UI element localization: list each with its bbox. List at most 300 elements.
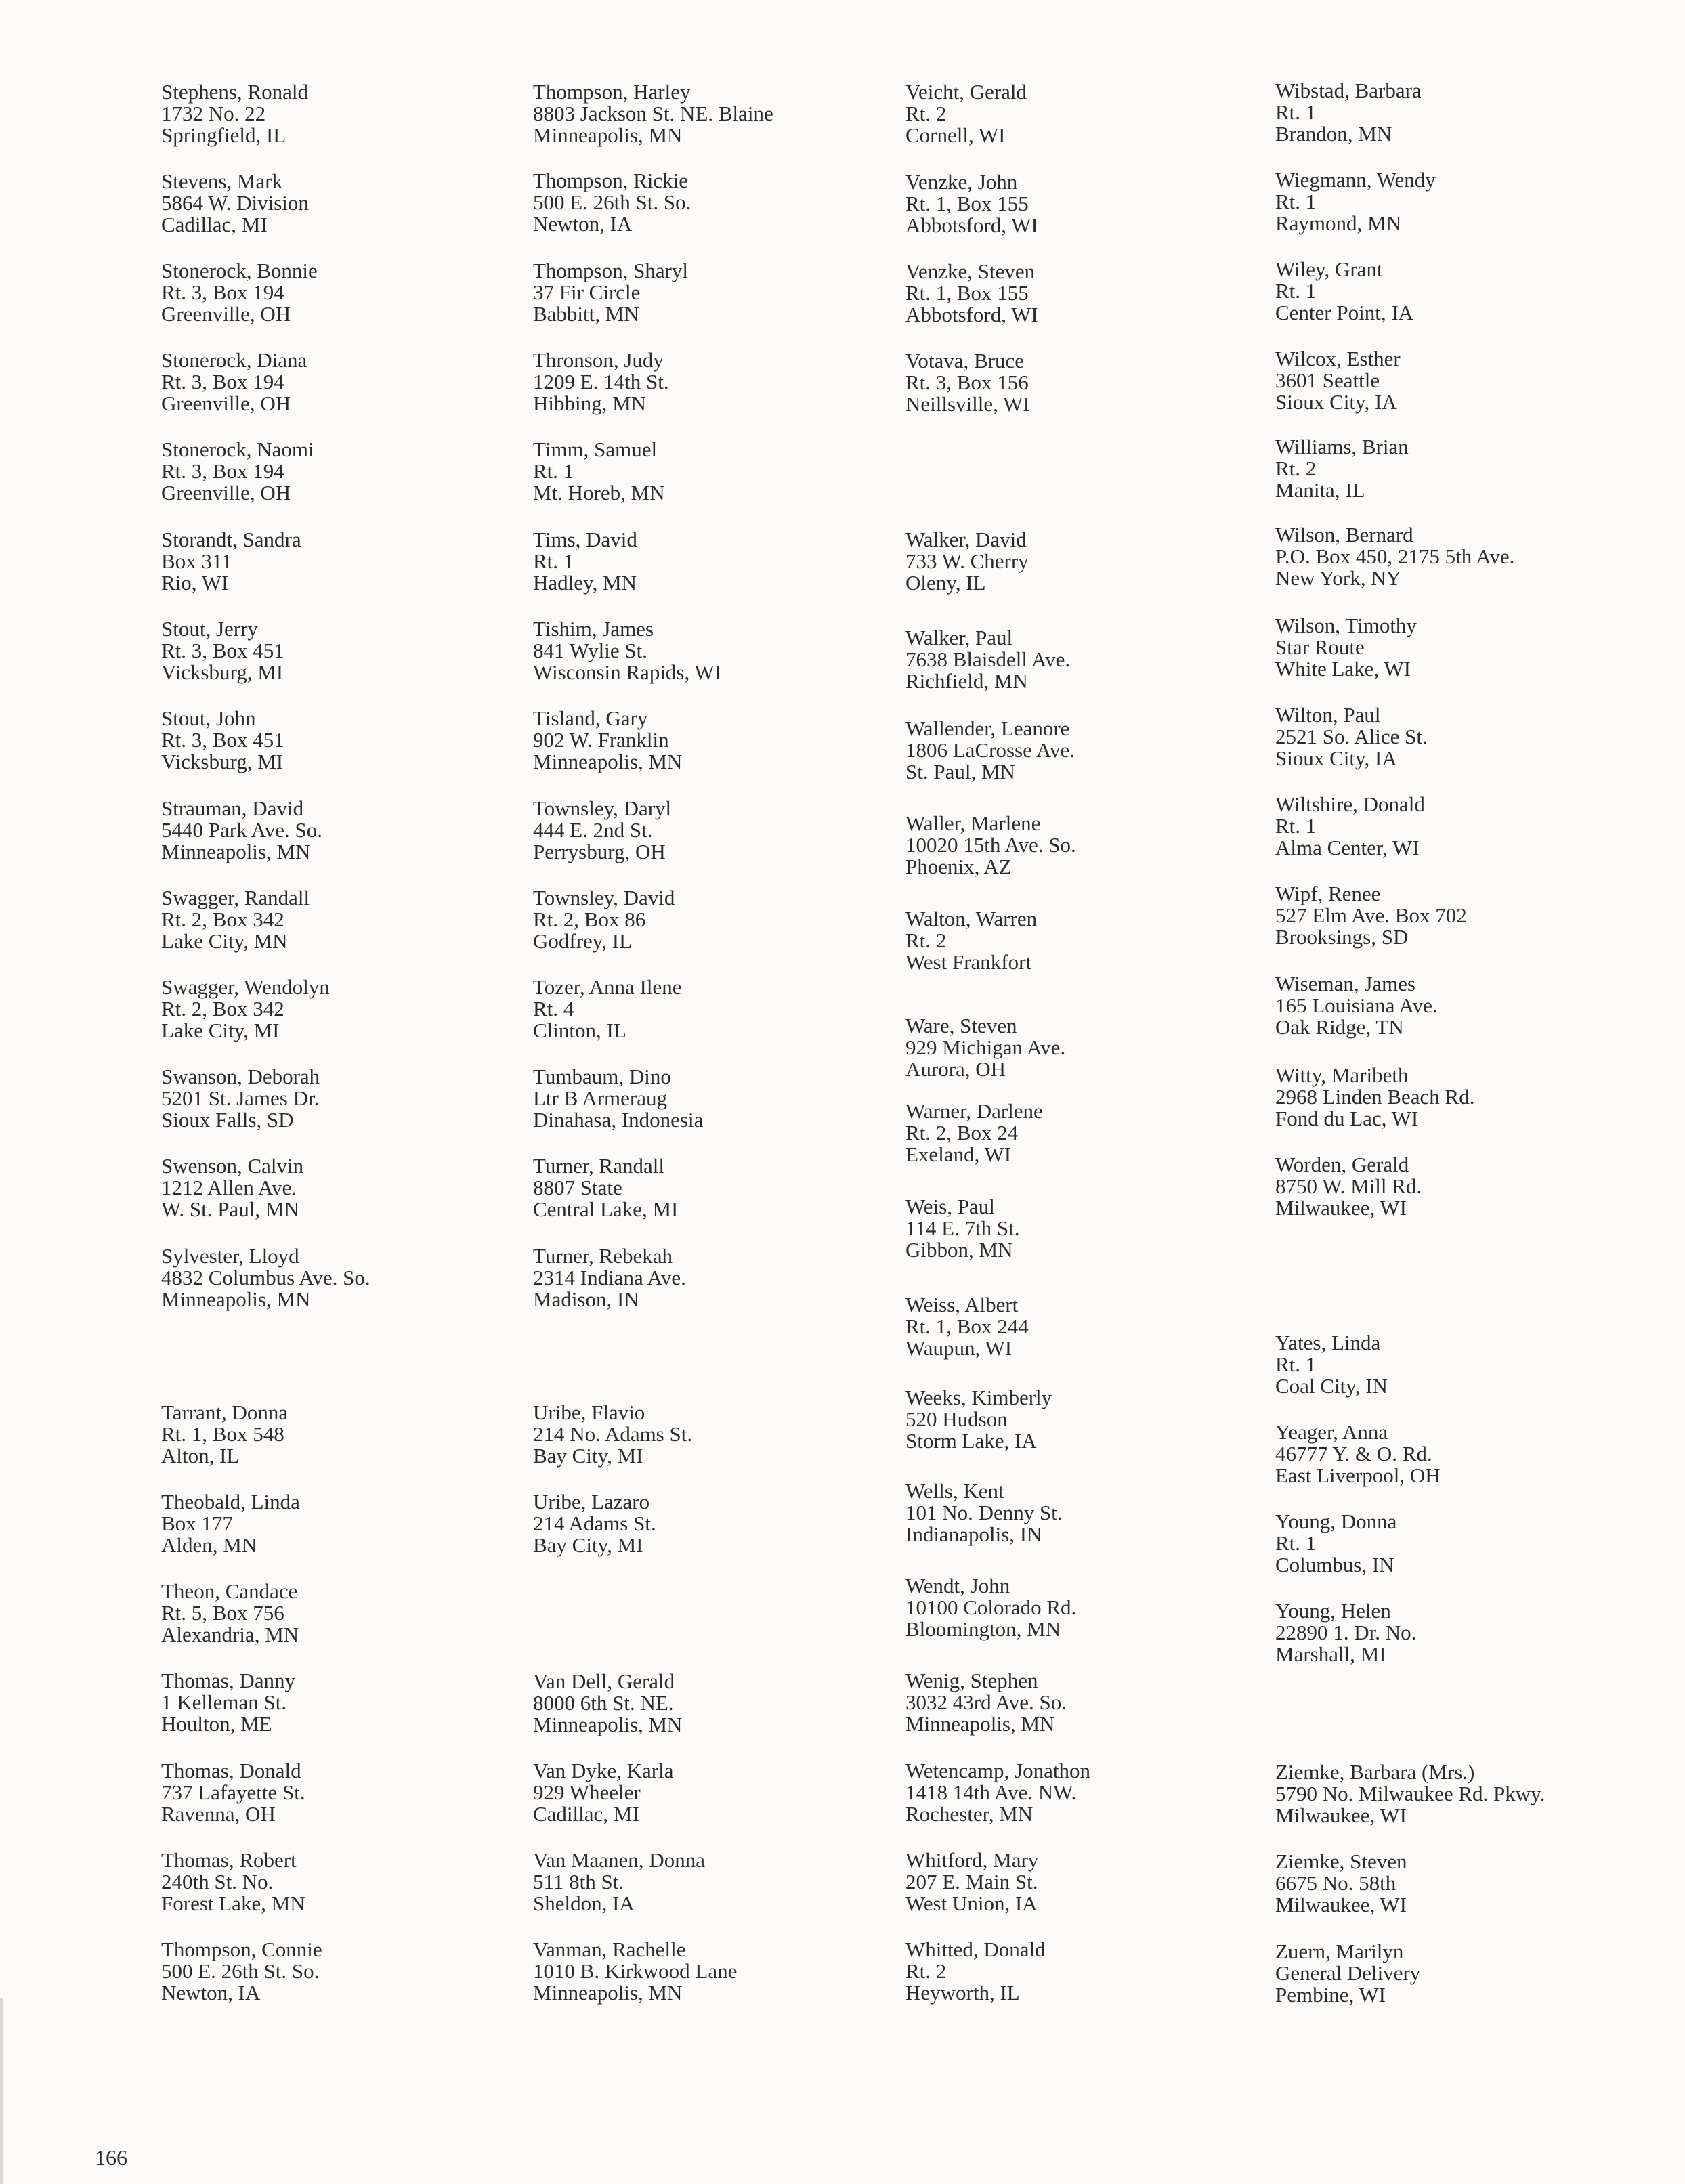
entry-street: Rt. 4 (533, 997, 574, 1021)
entry-street: 737 Lafayette St. (161, 1780, 305, 1804)
directory-entry (161, 708, 540, 773)
entry-street: 114 E. 7th St. (905, 1216, 1020, 1240)
entry-city: Alma Center, WI (1275, 836, 1420, 859)
entry-street: 1010 B. Kirkwood Lane (533, 1959, 738, 1983)
entry-street: 500 E. 26th St. So. (161, 1959, 320, 1983)
directory-entry (905, 908, 1285, 973)
entry-city: Central Lake, MI (533, 1197, 679, 1221)
entry-street: Rt. 1, Box 244 (905, 1314, 1029, 1338)
directory-entry (161, 1581, 540, 1646)
entry-name: Swanson, Deborah (161, 1065, 320, 1088)
entry-city: Milwaukee, WI (1275, 1196, 1407, 1220)
entry-city: New York, NY (1275, 566, 1402, 590)
entry-name: Theon, Candace (161, 1579, 298, 1603)
entry-name: Strauman, David (161, 796, 304, 820)
scan-edge (0, 1998, 3, 2184)
entry-city: Brooksings, SD (1275, 925, 1409, 949)
entry-street: 8803 Jackson St. NE. Blaine (533, 102, 773, 125)
directory-entry (161, 1491, 540, 1556)
directory-entry (533, 1491, 912, 1556)
entry-street: 7638 Blaisdell Ave. (905, 647, 1071, 671)
entry-street: 929 Wheeler (533, 1780, 641, 1804)
entry-city: Lake City, MI (161, 1019, 280, 1042)
entry-street: 1418 14th Ave. NW. (905, 1780, 1077, 1804)
directory-entry (1275, 1761, 1655, 1826)
directory-entry (1275, 1851, 1655, 1916)
entry-city: Minneapolis, MN (905, 1712, 1055, 1736)
directory-entry (161, 618, 540, 683)
entry-street: 5864 W. Division (161, 191, 309, 215)
entry-street: 841 Wylie St. (533, 639, 647, 662)
entry-name: Turner, Rebekah (533, 1244, 673, 1268)
directory-entry (905, 1387, 1285, 1452)
entry-street: Rt. 1, Box 155 (905, 281, 1029, 305)
entry-street: 10100 Colorado Rd. (905, 1596, 1077, 1619)
entry-name: Tarrant, Donna (161, 1400, 289, 1424)
entry-city: Milwaukee, WI (1275, 1893, 1407, 1917)
entry-street: Rt. 1, Box 548 (161, 1422, 284, 1446)
entry-city: Minneapolis, MN (533, 750, 683, 773)
directory-entry (161, 887, 540, 952)
entry-city: Greenville, OH (161, 302, 291, 326)
entry-street: Box 311 (161, 549, 232, 573)
entry-city: Perrysburg, OH (533, 840, 666, 863)
entry-name: Young, Helen (1275, 1599, 1391, 1623)
directory-entry (161, 439, 540, 504)
entry-name: Ware, Steven (905, 1014, 1017, 1037)
entry-street: Rt. 1, Box 155 (905, 192, 1029, 215)
directory-entry (533, 439, 912, 504)
entry-street: Rt. 2, Box 24 (905, 1121, 1019, 1144)
directory-entry (905, 1196, 1285, 1261)
entry-city: Madison, IN (533, 1287, 639, 1311)
directory-entry (1275, 348, 1655, 413)
entry-name: Wipf, Renee (1275, 882, 1381, 905)
entry-street: Rt. 2, Box 342 (161, 907, 284, 931)
directory-entry (905, 81, 1285, 146)
entry-name: Williams, Brian (1275, 435, 1409, 458)
directory-entry (1275, 436, 1655, 501)
entry-name: Weeks, Kimberly (905, 1386, 1052, 1409)
entry-name: Thompson, Sharyl (533, 259, 689, 282)
entry-city: East Liverpool, OH (1275, 1463, 1441, 1487)
entry-city: Brandon, MN (1275, 122, 1392, 146)
entry-street: 8807 State (533, 1176, 622, 1199)
entry-name: Thronson, Judy (533, 348, 664, 372)
entry-name: Stonerock, Diana (161, 348, 307, 372)
directory-entry (905, 1760, 1285, 1825)
entry-city: Gibbon, MN (905, 1238, 1013, 1262)
directory-entry (1275, 1941, 1655, 2006)
entry-name: Wenig, Stephen (905, 1669, 1038, 1692)
entry-street: 1732 No. 22 (161, 102, 266, 125)
directory-entry (161, 1939, 540, 2004)
directory-entry (905, 813, 1285, 878)
directory-entry (1275, 524, 1655, 589)
entry-street: 214 No. Adams St. (533, 1422, 693, 1446)
entry-name: Wiegmann, Wendy (1275, 168, 1436, 192)
entry-street: 8750 W. Mill Rd. (1275, 1174, 1422, 1198)
directory-entry (533, 977, 912, 1042)
directory-entry (1275, 259, 1655, 324)
entry-city: Babbitt, MN (533, 302, 639, 326)
entry-name: Yeager, Anna (1275, 1420, 1388, 1444)
entry-city: Vicksburg, MI (161, 660, 284, 684)
entry-city: Bloomington, MN (905, 1617, 1061, 1641)
entry-name: Vanman, Rachelle (533, 1937, 686, 1961)
directory-entry (1275, 794, 1655, 859)
entry-street: Rt. 1 (1275, 279, 1317, 303)
entry-street: 5201 St. James Dr. (161, 1086, 320, 1110)
entry-street: 5790 No. Milwaukee Rd. Pkwy. (1275, 1782, 1545, 1805)
directory-entry (1275, 1065, 1655, 1130)
entry-name: Tishim, James (533, 617, 654, 641)
entry-city: Storm Lake, IA (905, 1429, 1037, 1453)
directory-entry (533, 170, 912, 235)
entry-name: Stonerock, Bonnie (161, 259, 318, 282)
directory-entry (161, 529, 540, 594)
entry-name: Ziemke, Barbara (Mrs.) (1275, 1760, 1475, 1784)
entry-name: Van Dell, Gerald (533, 1669, 675, 1693)
entry-city: St. Paul, MN (905, 760, 1015, 784)
entry-name: Stephens, Ronald (161, 80, 308, 104)
entry-name: Thomas, Donald (161, 1759, 301, 1782)
entry-street: Rt. 2, Box 86 (533, 907, 646, 931)
entry-city: Oak Ridge, TN (1275, 1015, 1404, 1039)
directory-entry (161, 81, 540, 146)
entry-name: Wilson, Bernard (1275, 523, 1413, 547)
entry-city: Sioux Falls, SD (161, 1108, 294, 1132)
entry-street: 207 E. Main St. (905, 1870, 1038, 1893)
entry-name: Walker, David (905, 528, 1027, 551)
entry-street: 10020 15th Ave. So. (905, 833, 1076, 857)
entry-street: Star Route (1275, 635, 1365, 659)
entry-city: Fond du Lac, WI (1275, 1107, 1419, 1130)
directory-entry (161, 1760, 540, 1825)
directory-entry (161, 1670, 540, 1735)
entry-street: Rt. 3, Box 451 (161, 728, 284, 752)
entry-name: Weis, Paul (905, 1195, 995, 1218)
entry-street: 240th St. No. (161, 1870, 274, 1893)
entry-city: Minneapolis, MN (161, 1287, 311, 1311)
directory-entry (533, 1155, 912, 1220)
entry-name: Tisland, Gary (533, 706, 648, 730)
entry-city: Indianapolis, IN (905, 1522, 1042, 1546)
entry-name: Young, Donna (1275, 1509, 1397, 1533)
directory-entry (905, 171, 1285, 236)
directory-entry (905, 350, 1285, 415)
entry-city: Columbus, IN (1275, 1553, 1394, 1577)
entry-city: Forest Lake, MN (161, 1891, 305, 1915)
entry-name: Van Maanen, Donna (533, 1848, 705, 1872)
entry-name: Swagger, Wendolyn (161, 975, 330, 999)
entry-city: Marshall, MI (1275, 1642, 1386, 1666)
directory-entry (1275, 883, 1655, 948)
entry-city: Bay City, MI (533, 1533, 643, 1557)
entry-street: 46777 Y. & O. Rd. (1275, 1442, 1432, 1465)
entry-city: Minneapolis, MN (533, 1713, 683, 1736)
entry-street: 2968 Linden Beach Rd. (1275, 1085, 1475, 1109)
entry-street: 511 8th St. (533, 1870, 624, 1893)
entry-name: Thompson, Connie (161, 1937, 322, 1961)
directory-entry (905, 1575, 1285, 1640)
entry-city: Pembine, WI (1275, 1983, 1386, 2007)
entry-city: West Union, IA (905, 1891, 1038, 1915)
entry-street: 5440 Park Ave. So. (161, 818, 322, 842)
entry-name: Witty, Maribeth (1275, 1063, 1409, 1087)
entry-city: Coal City, IN (1275, 1374, 1388, 1398)
entry-street: Rt. 3, Box 194 (161, 280, 284, 304)
page-number: 166 (95, 2145, 127, 2170)
directory-entry (1275, 1511, 1655, 1576)
entry-street: 2521 So. Alice St. (1275, 725, 1428, 748)
entry-name: Turner, Randall (533, 1154, 664, 1178)
entry-street: 165 Louisiana Ave. (1275, 993, 1438, 1017)
entry-city: Phoenix, AZ (905, 855, 1012, 878)
directory-entry (905, 1670, 1285, 1735)
entry-street: 1212 Allen Ave. (161, 1176, 297, 1199)
entry-name: Wiley, Grant (1275, 257, 1383, 281)
entry-city: Bay City, MI (533, 1444, 643, 1468)
directory-entry (533, 1760, 912, 1825)
directory-entry (533, 798, 912, 863)
entry-name: Wetencamp, Jonathon (905, 1759, 1090, 1782)
entry-city: Mt. Horeb, MN (533, 481, 665, 505)
entry-name: Uribe, Flavio (533, 1400, 645, 1424)
entry-name: Stevens, Mark (161, 169, 283, 193)
entry-name: Whitford, Mary (905, 1848, 1039, 1872)
entry-city: Richfield, MN (905, 669, 1028, 693)
entry-name: Weiss, Albert (905, 1293, 1019, 1316)
entry-city: Sioux City, IA (1275, 746, 1397, 770)
entry-city: West Frankfort (905, 950, 1032, 974)
entry-name: Thompson, Harley (533, 80, 691, 104)
entry-street: Rt. 3, Box 156 (905, 370, 1029, 394)
entry-city: Exeland, WI (905, 1142, 1012, 1166)
directory-entry (905, 1100, 1285, 1165)
entry-city: Alexandria, MN (161, 1623, 299, 1646)
entry-street: 22890 1. Dr. No. (1275, 1621, 1417, 1644)
entry-street: Rt. 5, Box 756 (161, 1601, 284, 1625)
entry-name: Wiseman, James (1275, 972, 1416, 995)
entry-city: Minneapolis, MN (161, 840, 311, 863)
entry-street: Box 177 (161, 1512, 233, 1535)
entry-name: Ziemke, Steven (1275, 1849, 1407, 1873)
entry-city: Greenville, OH (161, 481, 291, 505)
entry-city: Center Point, IA (1275, 301, 1414, 324)
entry-city: Godfrey, IL (533, 929, 633, 953)
entry-city: Heyworth, IL (905, 1981, 1020, 2005)
entry-name: Swagger, Randall (161, 886, 310, 909)
entry-street: Rt. 1 (1275, 190, 1317, 213)
entry-city: Alton, IL (161, 1444, 240, 1468)
entry-name: Stonerock, Naomi (161, 437, 314, 461)
directory-entry (161, 260, 540, 325)
entry-name: Thomas, Danny (161, 1669, 296, 1692)
directory-entry (161, 977, 540, 1042)
entry-name: Venzke, John (905, 170, 1018, 194)
directory-entry (1275, 1421, 1655, 1486)
entry-street: Rt. 1 (533, 549, 574, 573)
entry-street: 3032 43rd Ave. So. (905, 1690, 1067, 1714)
entry-city: Cadillac, MI (533, 1802, 639, 1826)
directory-entry (1275, 973, 1655, 1038)
entry-city: Cadillac, MI (161, 213, 268, 236)
directory-entry (533, 1671, 912, 1736)
entry-name: Walton, Warren (905, 907, 1038, 930)
entry-name: Wilton, Paul (1275, 703, 1381, 727)
directory-entry (1275, 80, 1655, 145)
entry-name: Tims, David (533, 528, 637, 551)
entry-street: 8000 6th St. NE. (533, 1691, 674, 1715)
directory-entry (533, 529, 912, 594)
directory-entry (1275, 169, 1655, 234)
directory-entry (1275, 704, 1655, 769)
directory-entry (533, 1245, 912, 1310)
directory-entry (1275, 1332, 1655, 1397)
directory-entry (905, 261, 1285, 326)
directory-entry (1275, 615, 1655, 680)
entry-name: Stout, Jerry (161, 617, 258, 641)
directory-entry (533, 260, 912, 325)
entry-name: Walker, Paul (905, 626, 1013, 649)
entry-street: Ltr B Armeraug (533, 1086, 668, 1110)
directory-entry (161, 1245, 540, 1310)
directory-entry (161, 1402, 540, 1467)
entry-city: Oleny, IL (905, 571, 986, 595)
entry-street: 733 W. Cherry (905, 549, 1029, 573)
entry-name: Wells, Kent (905, 1479, 1004, 1503)
entry-name: Wallender, Leanore (905, 716, 1070, 740)
entry-city: Neillsville, WI (905, 392, 1030, 416)
entry-city: Clinton, IL (533, 1019, 626, 1042)
entry-name: Sylvester, Lloyd (161, 1244, 299, 1268)
entry-street: Rt. 1 (1275, 100, 1317, 124)
entry-city: Abbotsford, WI (905, 303, 1038, 326)
entry-name: Timm, Samuel (533, 437, 658, 461)
directory-entry (533, 1066, 912, 1131)
directory-entry (905, 529, 1285, 594)
entry-name: Warner, Darlene (905, 1099, 1043, 1123)
entry-name: Wendt, John (905, 1574, 1010, 1598)
entry-street: Rt. 2 (905, 102, 947, 125)
entry-name: Stout, John (161, 706, 256, 730)
entry-street: 1209 E. 14th St. (533, 370, 669, 393)
directory-entry (533, 1402, 912, 1467)
directory-entry (533, 618, 912, 683)
entry-name: Storandt, Sandra (161, 528, 301, 551)
entry-city: Alden, MN (161, 1533, 257, 1557)
entry-street: Rt. 3, Box 451 (161, 639, 284, 662)
entry-street: Rt. 1 (533, 459, 574, 483)
entry-city: W. St. Paul, MN (161, 1197, 299, 1221)
entry-name: Van Dyke, Karla (533, 1759, 674, 1782)
entry-city: Newton, IA (533, 212, 633, 236)
entry-street: 6675 No. 58th (1275, 1871, 1396, 1895)
entry-street: Rt. 1 (1275, 814, 1317, 838)
entry-city: Ravenna, OH (161, 1802, 276, 1826)
entry-street: 500 E. 26th St. So. (533, 190, 691, 214)
entry-name: Thomas, Robert (161, 1848, 297, 1872)
entry-street: Rt. 1 (1275, 1531, 1317, 1555)
entry-city: Hibbing, MN (533, 391, 647, 415)
entry-street: 101 No. Denny St. (905, 1501, 1063, 1524)
entry-name: Waller, Marlene (905, 811, 1041, 835)
entry-city: Rochester, MN (905, 1802, 1033, 1826)
directory-entry (161, 349, 540, 414)
directory-entry (905, 1015, 1285, 1080)
entry-city: Milwaukee, WI (1275, 1803, 1407, 1827)
entry-street: 1 Kelleman St. (161, 1690, 287, 1714)
entry-city: Vicksburg, MI (161, 750, 284, 773)
entry-city: Dinahasa, Indonesia (533, 1108, 704, 1132)
directory-entry (905, 1849, 1285, 1914)
directory-entry (533, 349, 912, 414)
entry-street: Rt. 3, Box 194 (161, 459, 284, 483)
entry-street: 3601 Seattle (1275, 368, 1380, 392)
directory-entry (905, 1939, 1285, 2004)
entry-city: Sioux City, IA (1275, 390, 1397, 414)
directory-entry (161, 1066, 540, 1131)
entry-name: Wilson, Timothy (1275, 614, 1417, 637)
entry-street: Rt. 2 (1275, 456, 1317, 480)
directory-entry (905, 1480, 1285, 1545)
entry-street: 4832 Columbus Ave. So. (161, 1266, 370, 1289)
entry-name: Votava, Bruce (905, 349, 1025, 372)
entry-street: Rt. 1 (1275, 1352, 1317, 1376)
entry-street: Rt. 3, Box 194 (161, 370, 284, 393)
entry-city: Raymond, MN (1275, 211, 1401, 235)
entry-city: Aurora, OH (905, 1057, 1006, 1081)
entry-city: Rio, WI (161, 571, 229, 595)
entry-city: Cornell, WI (905, 123, 1006, 147)
entry-street: Rt. 2, Box 342 (161, 997, 284, 1021)
entry-street: P.O. Box 450, 2175 5th Ave. (1275, 544, 1515, 568)
entry-city: Minneapolis, MN (533, 1981, 683, 2005)
directory-entry (1275, 1600, 1655, 1665)
entry-city: Minneapolis, MN (533, 123, 683, 147)
entry-street: 527 Elm Ave. Box 702 (1275, 903, 1467, 927)
entry-name: Venzke, Steven (905, 259, 1036, 283)
entry-street: 520 Hudson (905, 1407, 1008, 1431)
directory-entry (533, 81, 912, 146)
directory-entry (905, 1294, 1285, 1359)
entry-name: Worden, Gerald (1275, 1153, 1409, 1176)
entry-name: Whitted, Donald (905, 1937, 1046, 1961)
entry-city: Abbotsford, WI (905, 213, 1038, 237)
entry-name: Uribe, Lazaro (533, 1490, 650, 1514)
entry-city: Wisconsin Rapids, WI (533, 660, 722, 684)
entry-name: Theobald, Linda (161, 1490, 300, 1514)
entry-street: General Delivery (1275, 1961, 1421, 1985)
entry-name: Wilcox, Esther (1275, 347, 1401, 370)
entry-street: 37 Fir Circle (533, 280, 641, 304)
entry-city: Newton, IA (161, 1981, 261, 2005)
entry-city: Greenville, OH (161, 391, 291, 415)
entry-street: Rt. 2 (905, 1959, 947, 1983)
directory-entry (161, 1155, 540, 1220)
entry-name: Swenson, Calvin (161, 1154, 304, 1178)
entry-street: 902 W. Franklin (533, 728, 669, 752)
entry-name: Tozer, Anna Ilene (533, 975, 682, 999)
entry-city: Sheldon, IA (533, 1891, 635, 1915)
directory-entry (533, 708, 912, 773)
entry-name: Zuern, Marilyn (1275, 1940, 1404, 1963)
entry-street: 2314 Indiana Ave. (533, 1266, 686, 1289)
entry-city: White Lake, WI (1275, 657, 1411, 681)
entry-name: Veicht, Gerald (905, 80, 1027, 104)
directory-entry (1275, 1154, 1655, 1219)
